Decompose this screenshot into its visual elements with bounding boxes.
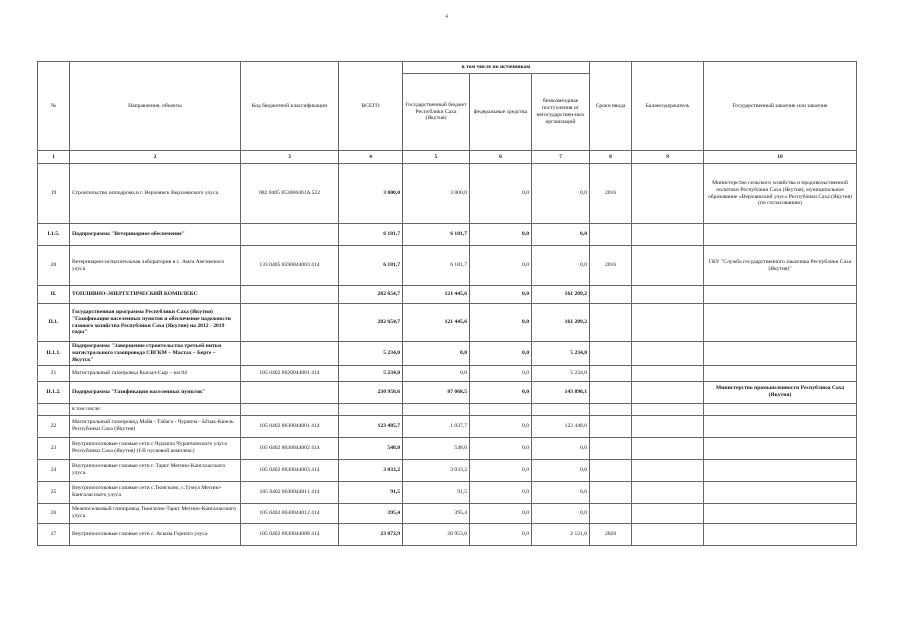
cell-code: 105 0402 8630044008 414 [241, 523, 339, 545]
header-federal: федеральные средства [470, 74, 532, 151]
cell-total: 5 234,0 [339, 342, 403, 366]
cell-no: 26 [38, 503, 70, 523]
cell-code [241, 224, 339, 246]
header-customer: Государственный заказчик или заказчик [704, 62, 857, 151]
cell-state: 1 037,7 [403, 415, 470, 437]
cell-holder [632, 286, 704, 304]
cell-gratuitous: 0,0 [532, 224, 590, 246]
cell-state: 548,0 [403, 437, 470, 459]
table-row [38, 365, 857, 381]
cell-state: 87 068,5 [403, 381, 470, 403]
cell-holder [632, 481, 704, 503]
cell-name: Межпоселковый газопровод Тюнгюлю-Таркт Мегино-Кангаласского улуса [70, 503, 241, 523]
cell-customer [704, 403, 857, 415]
cell-term [590, 403, 632, 415]
cell-total: 282 654,7 [339, 304, 403, 342]
cell-customer [704, 224, 857, 246]
column-number-cell: 6 [470, 151, 532, 164]
table-row [38, 286, 857, 304]
cell-code: 105 0402 8620044001 414 [241, 365, 339, 381]
cell-gratuitous: 5 234,0 [532, 365, 590, 381]
cell-gratuitous: 143 890,1 [532, 381, 590, 403]
cell-holder [632, 342, 704, 366]
cell-state: 91,5 [403, 481, 470, 503]
header-code: Код бюджетной классификации [241, 62, 339, 151]
cell-gratuitous: 122 448,0 [532, 415, 590, 437]
cell-name: Государственная программа Республики Саха (Якутия) "Газификация населенных пунктов и обеспечение надежности газового хозяйства Республики Саха (Якутия) на 2012 - 2019 годы" [70, 304, 241, 342]
cell-federal: 0,0 [470, 481, 532, 503]
cell-total: 282 654,7 [339, 286, 403, 304]
cell-federal: 0,0 [470, 286, 532, 304]
column-number-cell: 8 [590, 151, 632, 164]
cell-name: Внутрипоселковые газовые сети г. Таркт Мегино-Кангаласского улуса [70, 459, 241, 481]
cell-state: 395,4 [403, 503, 470, 523]
cell-name: Магистральный газопровод Майя - Табага - Чурапча - Ытык-Кюель Республики Саха (Якутия) [70, 415, 241, 437]
cell-state: 0,0 [403, 365, 470, 381]
cell-state: 0,0 [403, 342, 470, 366]
cell-holder [632, 437, 704, 459]
cell-term [590, 342, 632, 366]
cell-total: 3 000,0 [339, 164, 403, 224]
cell-name: Подпрограмма "Ветеринарное обеспечение" [70, 224, 241, 246]
cell-code: 105 0402 8630044002 414 [241, 437, 339, 459]
cell-holder [632, 403, 704, 415]
cell-term [590, 437, 632, 459]
cell-gratuitous: 161 209,2 [532, 286, 590, 304]
table-row [38, 246, 857, 286]
header-no: № [38, 62, 70, 151]
cell-customer [704, 523, 857, 545]
cell-code: 133 0405 8590044003 414 [241, 246, 339, 286]
cell-name: Внутрипоселковые газовые сети с.Чурапча Чурапчинского улуса Республики Саха (Якутия) (I-II пусковой комплекс) [70, 437, 241, 459]
cell-code: 105 0402 8630044001 414 [241, 415, 339, 437]
cell-holder [632, 164, 704, 224]
cell-federal: 0,0 [470, 523, 532, 545]
cell-gratuitous: 0,0 [532, 503, 590, 523]
cell-total: 3 033,2 [339, 459, 403, 481]
cell-holder [632, 246, 704, 286]
cell-holder [632, 523, 704, 545]
cell-code [241, 381, 339, 403]
header-total: ВСЕГО [339, 62, 403, 151]
cell-customer [704, 365, 857, 381]
header-direction: Направления, объекты [70, 62, 241, 151]
cell-no: 22 [38, 415, 70, 437]
cell-no: 27 [38, 523, 70, 545]
cell-federal: 0,0 [470, 503, 532, 523]
cell-name: Подпрограмма "Газификация населенных пунктов" [70, 381, 241, 403]
header-holder: Балансодержатель [632, 62, 704, 151]
cell-federal: 0,0 [470, 415, 532, 437]
cell-gratuitous: 0,0 [532, 459, 590, 481]
cell-no: II.1.1. [38, 342, 70, 366]
cell-code: 105 0402 8630044011 414 [241, 481, 339, 503]
header-terms: Сроки ввода [590, 62, 632, 151]
cell-term [590, 304, 632, 342]
column-number-cell: 2 [70, 151, 241, 164]
cell-total: 6 181,7 [339, 224, 403, 246]
header-sources-group: в том числе по источникам [403, 62, 590, 74]
column-number-cell: 1 [38, 151, 70, 164]
cell-total: 91,5 [339, 481, 403, 503]
table-row [38, 523, 857, 545]
cell-term: 2016 [590, 246, 632, 286]
cell-customer: Министерство сельского хозяйства и продовольственной политики Республики Саха (Якутия), муниципальное образование «Верхоянский улус» Республики Саха (Якутия) (по согласованию) [704, 164, 857, 224]
cell-gratuitous: 161 209,2 [532, 304, 590, 342]
cell-customer [704, 459, 857, 481]
table-row [38, 304, 857, 342]
cell-customer [704, 481, 857, 503]
table-row [38, 437, 857, 459]
cell-federal: 0,0 [470, 304, 532, 342]
cell-total [339, 403, 403, 415]
table-body [38, 164, 857, 546]
cell-total: 5 234,0 [339, 365, 403, 381]
cell-state: 3 033,2 [403, 459, 470, 481]
cell-no: 19 [38, 164, 70, 224]
cell-customer [704, 503, 857, 523]
table-row [38, 224, 857, 246]
cell-holder [632, 365, 704, 381]
cell-customer [704, 342, 857, 366]
cell-code [241, 286, 339, 304]
header-state-budget: Государственный бюджет Республики Саха (Якутия) [403, 74, 470, 151]
cell-code: 105 0402 8630044012 414 [241, 503, 339, 523]
cell-federal: 0,0 [470, 381, 532, 403]
cell-gratuitous: 0,0 [532, 246, 590, 286]
table-row [38, 164, 857, 224]
cell-code [241, 403, 339, 415]
table-row [38, 381, 857, 403]
cell-total: 123 485,7 [339, 415, 403, 437]
cell-term: 2020 [590, 523, 632, 545]
cell-federal: 0,0 [470, 437, 532, 459]
cell-term [590, 459, 632, 481]
cell-gratuitous: 0,0 [532, 481, 590, 503]
cell-term [590, 503, 632, 523]
cell-name: в том числе: [70, 403, 241, 415]
cell-total: 548,0 [339, 437, 403, 459]
cell-state: 121 445,6 [403, 286, 470, 304]
cell-state: 20 953,0 [403, 523, 470, 545]
page-mark: 4 [445, 14, 448, 20]
cell-federal: 0,0 [470, 365, 532, 381]
table-row [38, 503, 857, 523]
cell-no: 21 [38, 365, 70, 381]
cell-no: I.1.5. [38, 224, 70, 246]
cell-no [38, 403, 70, 415]
cell-holder [632, 415, 704, 437]
cell-federal: 0,0 [470, 342, 532, 366]
cell-code [241, 304, 339, 342]
cell-holder [632, 381, 704, 403]
cell-state: 6 181,7 [403, 246, 470, 286]
cell-no: 20 [38, 246, 70, 286]
cell-federal: 0,0 [470, 246, 532, 286]
column-number-cell: 9 [632, 151, 704, 164]
cell-federal: 0,0 [470, 459, 532, 481]
cell-state [403, 403, 470, 415]
cell-holder [632, 503, 704, 523]
cell-state: 6 181,7 [403, 224, 470, 246]
cell-no: 25 [38, 481, 70, 503]
cell-gratuitous [532, 403, 590, 415]
cell-gratuitous: 0,0 [532, 437, 590, 459]
column-number-cell: 5 [403, 151, 470, 164]
cell-holder [632, 224, 704, 246]
table-row [38, 481, 857, 503]
cell-customer [704, 437, 857, 459]
cell-total: 230 958,6 [339, 381, 403, 403]
cell-term [590, 224, 632, 246]
cell-term: 2016 [590, 164, 632, 224]
cell-term [590, 365, 632, 381]
cell-holder [632, 304, 704, 342]
cell-state: 121 445,6 [403, 304, 470, 342]
table-row [38, 459, 857, 481]
cell-name: Внутрипоселковые газовые сети с.Тюнгюлю, с.Тумул Мегино-Кангаласского улуса [70, 481, 241, 503]
cell-federal: 0,0 [470, 164, 532, 224]
cell-code: 105 0402 8630044003 414 [241, 459, 339, 481]
table-row [38, 342, 857, 366]
column-number-row [38, 151, 857, 164]
table-row [38, 403, 857, 415]
column-number-cell: 4 [339, 151, 403, 164]
column-number-cell: 3 [241, 151, 339, 164]
cell-holder [632, 459, 704, 481]
cell-gratuitous: 5 234,0 [532, 342, 590, 366]
cell-term [590, 381, 632, 403]
cell-customer [704, 415, 857, 437]
cell-federal [470, 403, 532, 415]
cell-code: 082 0405 853006401A 522 [241, 164, 339, 224]
cell-total: 6 181,7 [339, 246, 403, 286]
cell-term [590, 481, 632, 503]
cell-name: Внутрипоселковые газовые сети с. Асыма Горного улуса [70, 523, 241, 545]
cell-federal: 0,0 [470, 224, 532, 246]
cell-no: II.1.2. [38, 381, 70, 403]
cell-code [241, 342, 339, 366]
investment-table [37, 61, 857, 546]
cell-gratuitous: 0,0 [532, 164, 590, 224]
cell-total: 23 073,9 [339, 523, 403, 545]
cell-name: Подпрограмма "Завершение строительства третьей нитки магистрального газопровода СВГКМ – Мастах – Берге – Якутск" [70, 342, 241, 366]
cell-customer [704, 304, 857, 342]
cell-no: II.1. [38, 304, 70, 342]
column-number-cell: 7 [532, 151, 590, 164]
cell-customer [704, 286, 857, 304]
cell-name: Магистральный газопровод Кысыл-Сыр – км 84 [70, 365, 241, 381]
cell-gratuitous: 2 121,0 [532, 523, 590, 545]
cell-name: ТОПЛИВНО-ЭНЕРГЕТИЧЕСКИЙ КОМПЛЕКС [70, 286, 241, 304]
cell-no: 23 [38, 437, 70, 459]
cell-state: 3 000,0 [403, 164, 470, 224]
cell-name: Ветеринарно-испытательная лаборатория в с. Амга Амгинского улуса [70, 246, 241, 286]
cell-term [590, 415, 632, 437]
cell-no: II. [38, 286, 70, 304]
column-number-cell: 10 [704, 151, 857, 164]
header-gratuitous: безвозмездные поступления от негосударствен-ных организаций [532, 74, 590, 151]
cell-customer: ГКУ "Служба государственного заказчика Республики Саха (Якутия)" [704, 246, 857, 286]
table-row [38, 415, 857, 437]
cell-term [590, 286, 632, 304]
cell-total: 395,4 [339, 503, 403, 523]
cell-customer: Министерство промышленности Республики Саха (Якутия) [704, 381, 857, 403]
cell-no: 24 [38, 459, 70, 481]
cell-name: Строительство ипподрома в г. Верхоянск Верхоянского улуса [70, 164, 241, 224]
